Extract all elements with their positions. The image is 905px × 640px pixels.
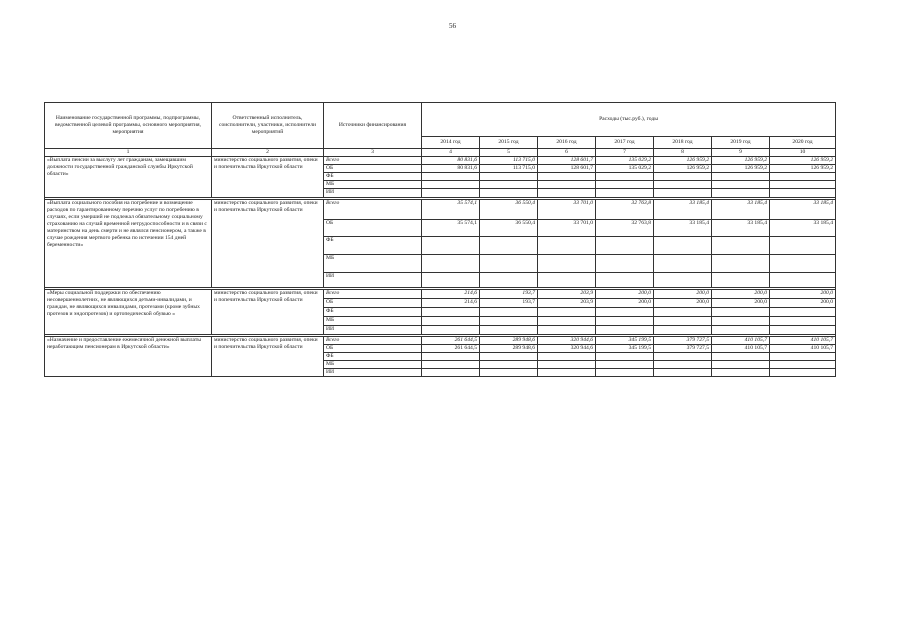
column-index: 10: [770, 149, 836, 157]
value-cell: 200,0: [770, 290, 836, 299]
value-cell: 126 959,2: [770, 165, 836, 173]
value-cell: 33 701,0: [538, 220, 596, 237]
measure-name: «Назначение и предоставление ежемесячной денежной выплаты неработающим пенсионерам в Иркутской области»: [45, 337, 212, 377]
source-total: Всего: [324, 290, 422, 299]
header-year: 2014 год: [422, 137, 480, 149]
value-cell: 261 644,5: [422, 344, 480, 352]
header-year: 2018 год: [654, 137, 712, 149]
header-source: Источники финансирования: [324, 103, 422, 149]
value-cell: 126 959,2: [712, 157, 770, 165]
value-cell: 80 831,6: [422, 157, 480, 165]
measure-name: «Меры социальной поддержки по обеспечению несовершеннолетних, не являющихся детьми-инвалидами, и граждан, не являющихся инвалидами, протезами (кроме зубных протезов и эндопротезов) и ортопедической обувью »: [45, 290, 212, 335]
column-index: 5: [480, 149, 538, 157]
source-ii: ИИ: [324, 326, 422, 335]
measure-name: «Выплата социального пособия на погребение и возмещение расходов по гарантированному перечню услуг по погребению в случаях, если умерший не подлежал обязательному социальному страхованию на случай временной нетрудоспособности и в связи с материнством на день смерти и не являлся пенсионером, а также в случае рождения мертвого ребенка по истечении 154 дней беременности»: [45, 200, 212, 288]
header-year: 2019 год: [712, 137, 770, 149]
value-cell: 320 944,6: [538, 337, 596, 345]
source-fb: ФБ: [324, 352, 422, 360]
value-cell: 193,7: [480, 299, 538, 308]
measure-executor: министерство социального развития, опеки и попечительства Иркутской области: [212, 157, 324, 198]
value-cell: 35 574,1: [422, 220, 480, 237]
value-cell: 33 185,4: [654, 200, 712, 220]
column-index: 2: [212, 149, 324, 157]
source-fb: ФБ: [324, 173, 422, 181]
value-cell: 320 944,6: [538, 344, 596, 352]
header-year: 2015 год: [480, 137, 538, 149]
measure-executor: министерство социального развития, опеки и попечительства Иркутской области: [212, 200, 324, 288]
value-cell: 135 029,2: [596, 157, 654, 165]
value-cell: 289 948,6: [480, 344, 538, 352]
value-cell: 200,0: [770, 299, 836, 308]
table-row: [45, 200, 836, 220]
column-index: 9: [712, 149, 770, 157]
value-cell: 203,9: [538, 299, 596, 308]
value-cell: 261 644,5: [422, 337, 480, 345]
value-cell: 200,0: [654, 299, 712, 308]
value-cell: 128 601,7: [538, 157, 596, 165]
value-cell: 33 185,4: [654, 220, 712, 237]
value-cell: 214,6: [422, 299, 480, 308]
value-cell: 32 763,8: [596, 200, 654, 220]
value-cell: 113 715,0: [480, 165, 538, 173]
value-cell: 203,9: [538, 290, 596, 299]
value-cell: 126 959,2: [654, 157, 712, 165]
value-cell: 410 105,7: [712, 337, 770, 345]
source-ob: ОБ: [324, 165, 422, 173]
source-mb: МБ: [324, 255, 422, 273]
value-cell: 379 727,5: [654, 337, 712, 345]
value-cell: 200,0: [712, 290, 770, 299]
source-fb: ФБ: [324, 308, 422, 317]
source-mb: МБ: [324, 360, 422, 368]
value-cell: 410 105,7: [770, 337, 836, 345]
source-total: Всего: [324, 157, 422, 165]
value-cell: 345 199,5: [596, 337, 654, 345]
source-ii: ИИ: [324, 189, 422, 198]
value-cell: 126 959,2: [712, 165, 770, 173]
source-ob: ОБ: [324, 299, 422, 308]
value-cell: 36 550,4: [480, 200, 538, 220]
value-cell: 410 105,7: [770, 344, 836, 352]
value-cell: 200,0: [654, 290, 712, 299]
header-expenses: Расходы (тыс.руб.), годы: [422, 103, 836, 137]
value-cell: 126 959,2: [654, 165, 712, 173]
source-ii: ИИ: [324, 368, 422, 376]
source-total: Всего: [324, 337, 422, 345]
column-index: 1: [45, 149, 212, 157]
value-cell: 193,7: [480, 290, 538, 299]
measure-executor: министерство социального развития, опеки и попечительства Иркутской области: [212, 290, 324, 335]
source-mb: МБ: [324, 317, 422, 326]
column-index: 4: [422, 149, 480, 157]
header-year: 2016 год: [538, 137, 596, 149]
value-cell: 128 601,7: [538, 165, 596, 173]
value-cell: 126 959,2: [770, 157, 836, 165]
value-cell: 410 105,7: [712, 344, 770, 352]
value-cell: 33 185,4: [712, 220, 770, 237]
budget-table: [44, 102, 836, 377]
value-cell: 80 831,6: [422, 165, 480, 173]
value-cell: 289 948,6: [480, 337, 538, 345]
value-cell: 32 763,8: [596, 220, 654, 237]
column-index: 8: [654, 149, 712, 157]
table-row: [45, 157, 836, 165]
table-row: [45, 290, 836, 299]
header-year: 2017 год: [596, 137, 654, 149]
measure-name: «Выплата пенсии за выслугу лет гражданам, замещавшим должности государственной гражданской службы Иркутской области»: [45, 157, 212, 198]
value-cell: 345 199,5: [596, 344, 654, 352]
value-cell: 35 574,1: [422, 200, 480, 220]
column-index-row: [45, 149, 836, 157]
value-cell: 379 727,5: [654, 344, 712, 352]
page-number: 56: [449, 22, 456, 30]
value-cell: 33 185,4: [770, 220, 836, 237]
source-ob: ОБ: [324, 220, 422, 237]
value-cell: 113 715,0: [480, 157, 538, 165]
value-cell: 36 550,4: [480, 220, 538, 237]
source-ob: ОБ: [324, 344, 422, 352]
source-mb: МБ: [324, 181, 422, 189]
value-cell: 200,0: [596, 299, 654, 308]
source-ii: ИИ: [324, 273, 422, 288]
column-index: 3: [324, 149, 422, 157]
source-fb: ФБ: [324, 237, 422, 255]
value-cell: 214,6: [422, 290, 480, 299]
column-index: 6: [538, 149, 596, 157]
source-total: Всего: [324, 200, 422, 220]
value-cell: 135 029,2: [596, 165, 654, 173]
header-year: 2020 год: [770, 137, 836, 149]
value-cell: 200,0: [596, 290, 654, 299]
measure-executor: министерство социального развития, опеки и попечительства Иркутской области: [212, 337, 324, 377]
table-row: [45, 337, 836, 345]
value-cell: 33 185,4: [712, 200, 770, 220]
value-cell: 33 185,4: [770, 200, 836, 220]
header-name: Наименование государственной программы, подпрограммы, ведомственной целевой программы, основного мероприятия, мероприятия: [45, 103, 212, 149]
value-cell: 200,0: [712, 299, 770, 308]
value-cell: 33 701,0: [538, 200, 596, 220]
column-index: 7: [596, 149, 654, 157]
header-executor: Ответственный исполнитель, соисполнители, участники, исполнители мероприятий: [212, 103, 324, 149]
